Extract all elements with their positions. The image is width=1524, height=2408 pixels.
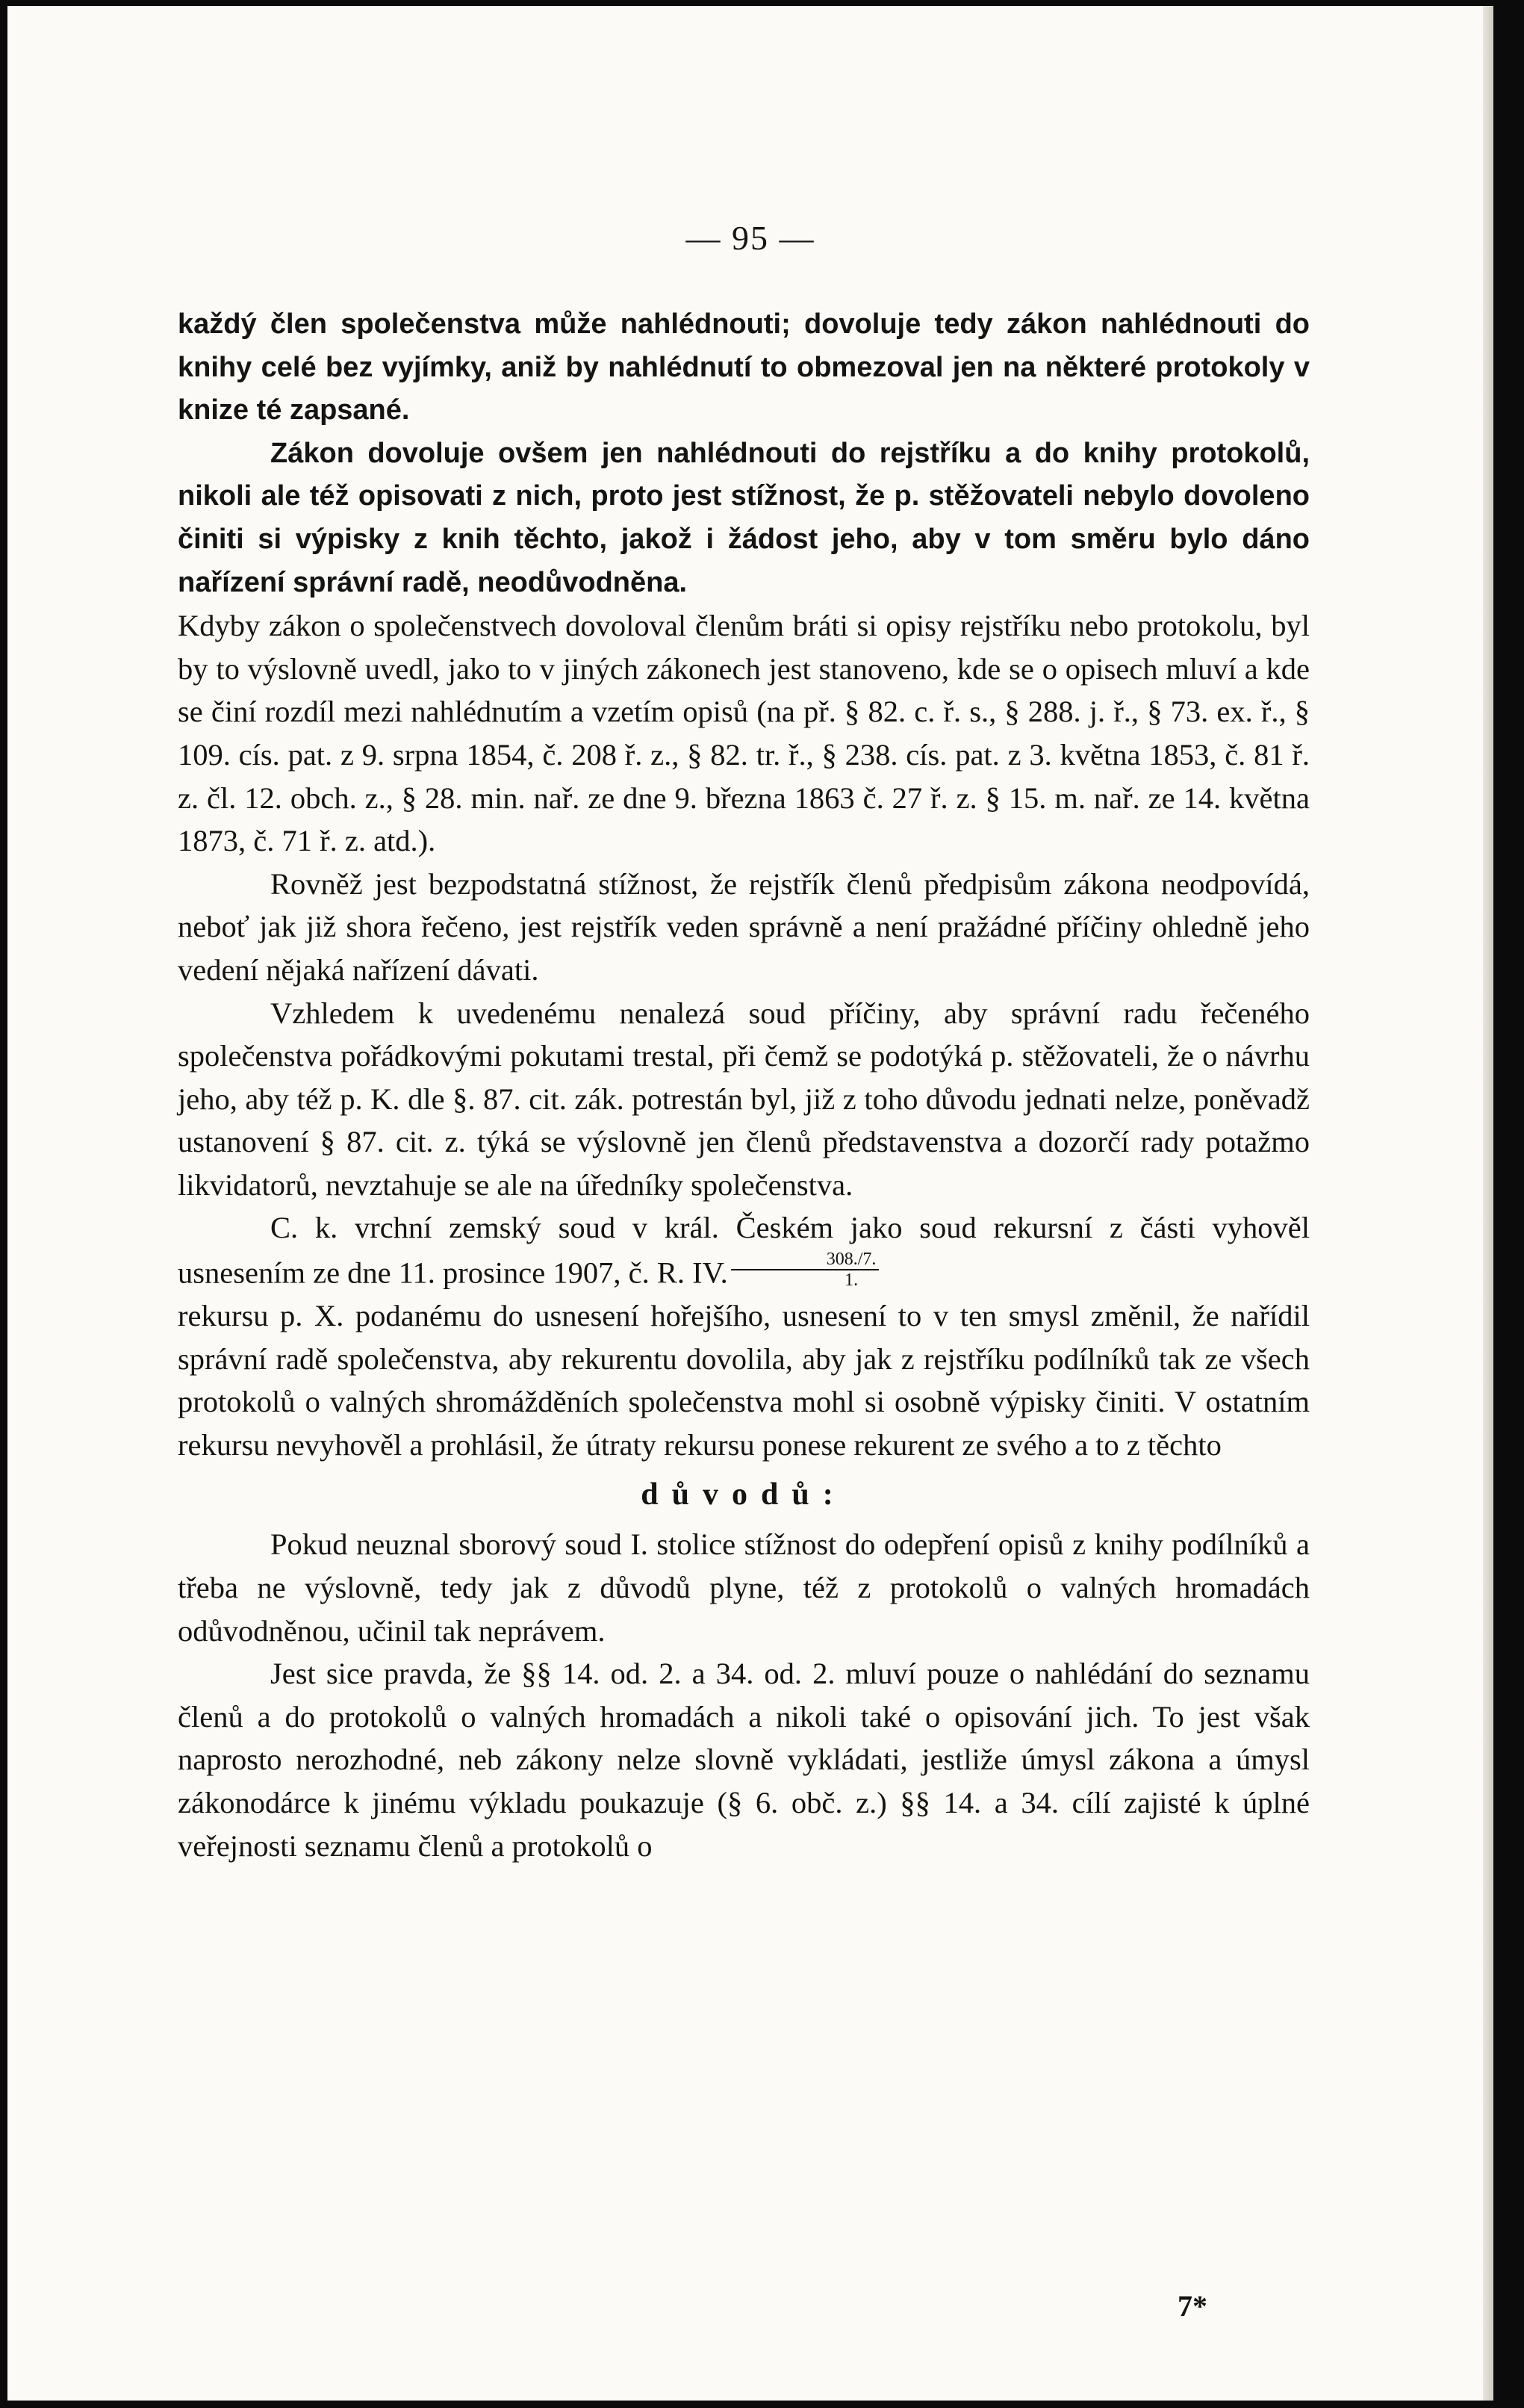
case-number-fraction [731,1250,880,1290]
paragraph-8: Pokud neuznal sborový soud I. stolice stížnost do odepření opisů z knihy podílníků a třeba ne výslovně, tedy jak z důvodů plyne, též z protokolů o valných hromadách odůvodněnou, učinil tak neprávem. [178,1527,1310,1648]
page-number: — 95 — [685,219,815,257]
section-heading: důvodů: [641,1477,847,1512]
paragraph-9: Jest sice pravda, že §§ 14. od. 2. a 34. od. 2. mluví pouze o nahlédání do seznamu členů a do protokolů o valných hromadách a nikoli také o opisování jich. To jest však naprosto nerozhodné, neb zákony nelze slovně vykládati, jestliže úmysl zákona a úmysl zákonodárce k jinému výkladu poukazuje (§ 6. obč. z.) §§ 14. a 34. cílí zajisté k úplné veřejnosti seznamu členů a protokolů o [178,1657,1310,1863]
book-page [7,6,1493,2401]
page-body [178,303,1310,1867]
paragraph-2: Zákon dovoluje ovšem jen nahlédnouti do rejstříku a do knihy protokolů, nikoli ale též opisovati z nich, proto jest stížnost, že p. stěžovateli nebylo dovoleno činiti si výpisky z knih těchto, jakož i žádost jeho, aby v tom směru bylo dáno nařízení správní radě, neodůvodněna. [178,437,1310,598]
paragraph-7: rekursu p. X. podanému do usnesení hořejšího, usnesení to v ten smysl změnil, že nařídil správní radě společenstva, aby rekurentu dovolila, aby jak z rejstříku podílníků tak ze všech protokolů o valných shromážděních společenstva mohl si osobně výpisky činiti. V ostatním rekursu nevyhověl a prohlásil, že útraty rekursu ponese rekurent ze svého a to z těchto [178,1299,1310,1462]
paragraph-3: Kdyby zákon o společenstvech dovoloval členům bráti si opisy rejstříku nebo protokolu, byl by to výslovně uvedl, jako to v jiných zákonech jest stanoveno, kde se o opisech mluví a kde se činí rozdíl mezi nahlédnutím a vzetím opisů (na př. § 82. c. ř. s., § 288. j. ř., § 73. ex. ř., § 109. cís. pat. z 9. srpna 1854, č. 208 ř. z., § 82. tr. ř., § 238. cís. pat. z 3. května 1853, č. 81 ř. z. čl. 12. obch. z., § 28. min. nař. ze dne 9. března 1863 č. 27 ř. z. § 15. m. nař. ze 14. května 1873, č. 71 ř. z. atd.). [178,609,1310,858]
paragraph-6 [178,1206,1310,1294]
paragraph-4: Rovněž jest bezpodstatná stížnost, že rejstřík členů předpisům zákona neodpovídá, neboť jak již shora řečeno, jest rejstřík veden správně a není pražádné příčiny ohledně jeho vedení nějaká nařízení dávati. [178,866,1310,987]
page-edge-shadow [1483,6,1493,2401]
paragraph-1: každý člen společenstva může nahlédnouti; dovoluje tedy zákon nahlédnouti do knihy celé bez vyjímky, aniž by nahlédnutí to obmezoval jen na některé protokoly v knize té zapsané. [178,308,1310,426]
fraction-denominator: 1. [845,1270,859,1291]
signature-mark: 7* [1178,2289,1207,2323]
fraction-numerator: 308./7. [731,1250,880,1270]
paragraph-6-text: C. k. vrchní zemský soud v král. Českém jako soud rekursní z části vyhověl usnesením ze dne 11. prosince 1907, č. R. IV. [178,1211,1310,1290]
paragraph-5: Vzhledem k uvedenému nenalezá soud příčiny, aby správní radu řečeného společenstva pořádkovými pokutami trestal, při čemž se podotýká p. stěžovateli, že o návrhu jeho, aby též p. K. dle §. 87. cit. zák. potrestán byl, již z toho důvodu jednati nelze, poněvadž ustanovení § 87. cit. z. týká se výslovně jen členů představenstva a dozorčí rady potažmo likvidatorů, nevztahuje se ale na úředníky společenstva. [178,996,1310,1202]
